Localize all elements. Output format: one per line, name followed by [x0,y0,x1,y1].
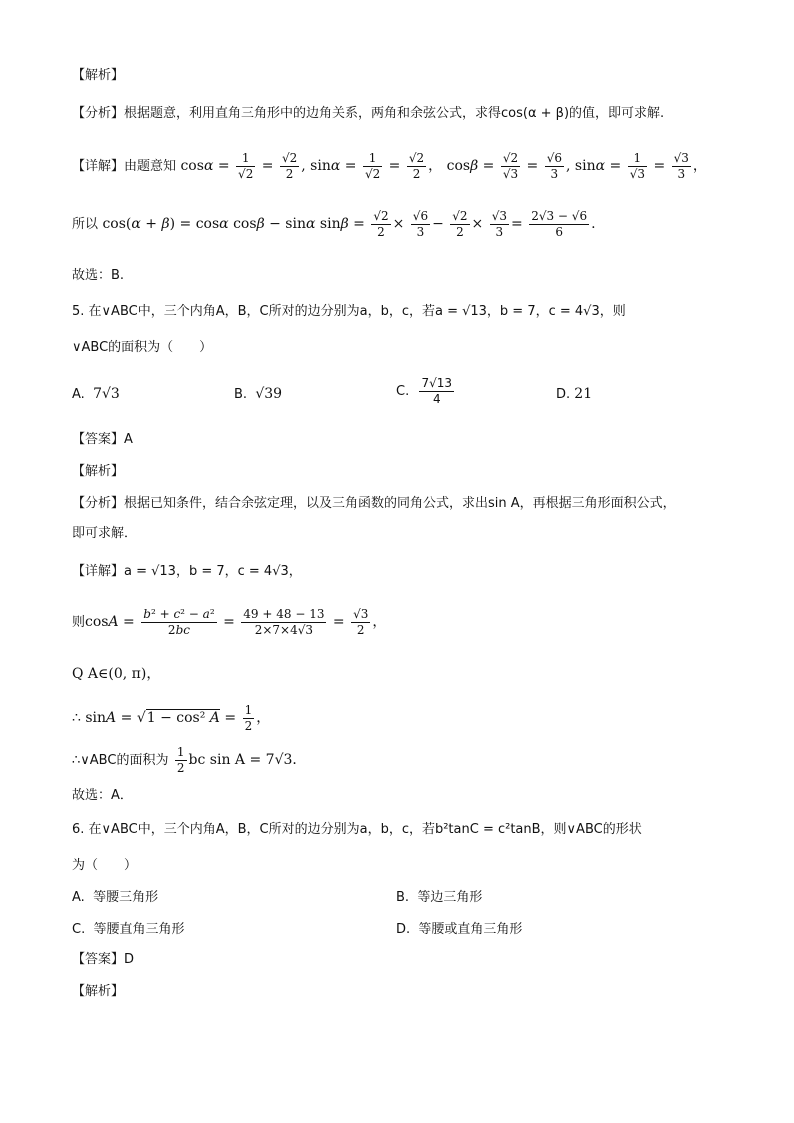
question-6-line2: 为（ ） [72,858,138,873]
question-5-line1: 5. 在∨ABC中，三个内角A，B，C所对的边分别为a，b，c，若a = √13，b = 7，c = 4√3，则 [72,304,626,319]
answer-choice-q5: 故选：A． [72,788,133,803]
q6-option-a: A. 等腰三角形 [72,890,159,905]
analysis-q5-line2: 即可求解． [72,526,138,541]
question-6-line1: 6. 在∨ABC中，三个内角A，B，C所对的边分别为a，b，c，若b²tanC = c²tanB，则∨ABC的形状 [72,822,642,837]
answer-q5: 【答案】A [72,432,133,447]
q6-option-c: C. 等腰直角三角形 [72,922,185,937]
answer-q6: 【答案】D [72,952,135,967]
q6-option-b: B. 等边三角形 [396,890,483,905]
analysis-heading-q6: 【解析】 [72,984,125,999]
detail-q5: 【详解】a = √13，b = 7，c = 4√3， [72,564,302,579]
detail-q4: 【详解】由题意知 cosα = $\frac{1}{√2}$ = $\frac{√2}{2}$ , sinα = $\frac{1}{√2}$ = $\frac{√2}{2}$ ， cosβ = $\frac{√2}{√3}$ = $\frac{√6}{3}$ , sinα = $\frac{1}{√3}$ = $\frac{√3}{3}$ ， [72,150,707,181]
detail-q4-result: 所以 cos(α + β) = cosα cosβ − sinα sinβ = $\frac{√2}{2}$ × $\frac{√6}{3}$ − $\frac{√2}{2}$ × $\frac{√3}{3}$ = $\frac{2√3 - √6}{6}$ . [72,208,596,239]
analysis-heading: 【解析】 [72,68,125,83]
area-formula: ∴∨ABC的面积为 $\frac{1}{2}$ bc sin A = 7√3． [72,744,307,775]
cosA-formula: 则cosA = $\frac{\text{b² + c² − a²}}{2bc}$ = $\frac{49 + 48 - 13}{2\times 7\times 4√3}$ = $\frac{√3}{2}$ ， [72,606,387,637]
q6-option-d: D. 等腰或直角三角形 [396,922,523,937]
q5-option-d: D. 21 [556,386,593,402]
analysis-summary: 【分析】根据题意，利用直角三角形中的边角关系，两角和余弦公式，求得cos(α + β)的值，即可求解. [72,106,665,121]
domain-A: Q A∈(0, π)， [72,666,161,682]
answer-choice-q4: 故选：B. [72,268,125,283]
q5-option-b: B. √39 [234,386,283,402]
detail-label: 【详解】由题意知 [72,159,177,174]
q5-option-c: C. $\frac{7√13}{4}$ [396,376,453,406]
question-5-line2: ∨ABC的面积为（ ） [72,340,213,355]
analysis-q5-line1: 【分析】根据已知条件，结合余弦定理，以及三角函数的同角公式，求出sin A，再根据三角形面积公式， [72,496,676,511]
analysis-heading-q5: 【解析】 [72,464,125,479]
sinA-formula: ∴ sinA = √1 − cos² A = $\frac{1}{2}$ ， [72,702,271,733]
q5-option-a: A. 7√3 [72,386,120,402]
